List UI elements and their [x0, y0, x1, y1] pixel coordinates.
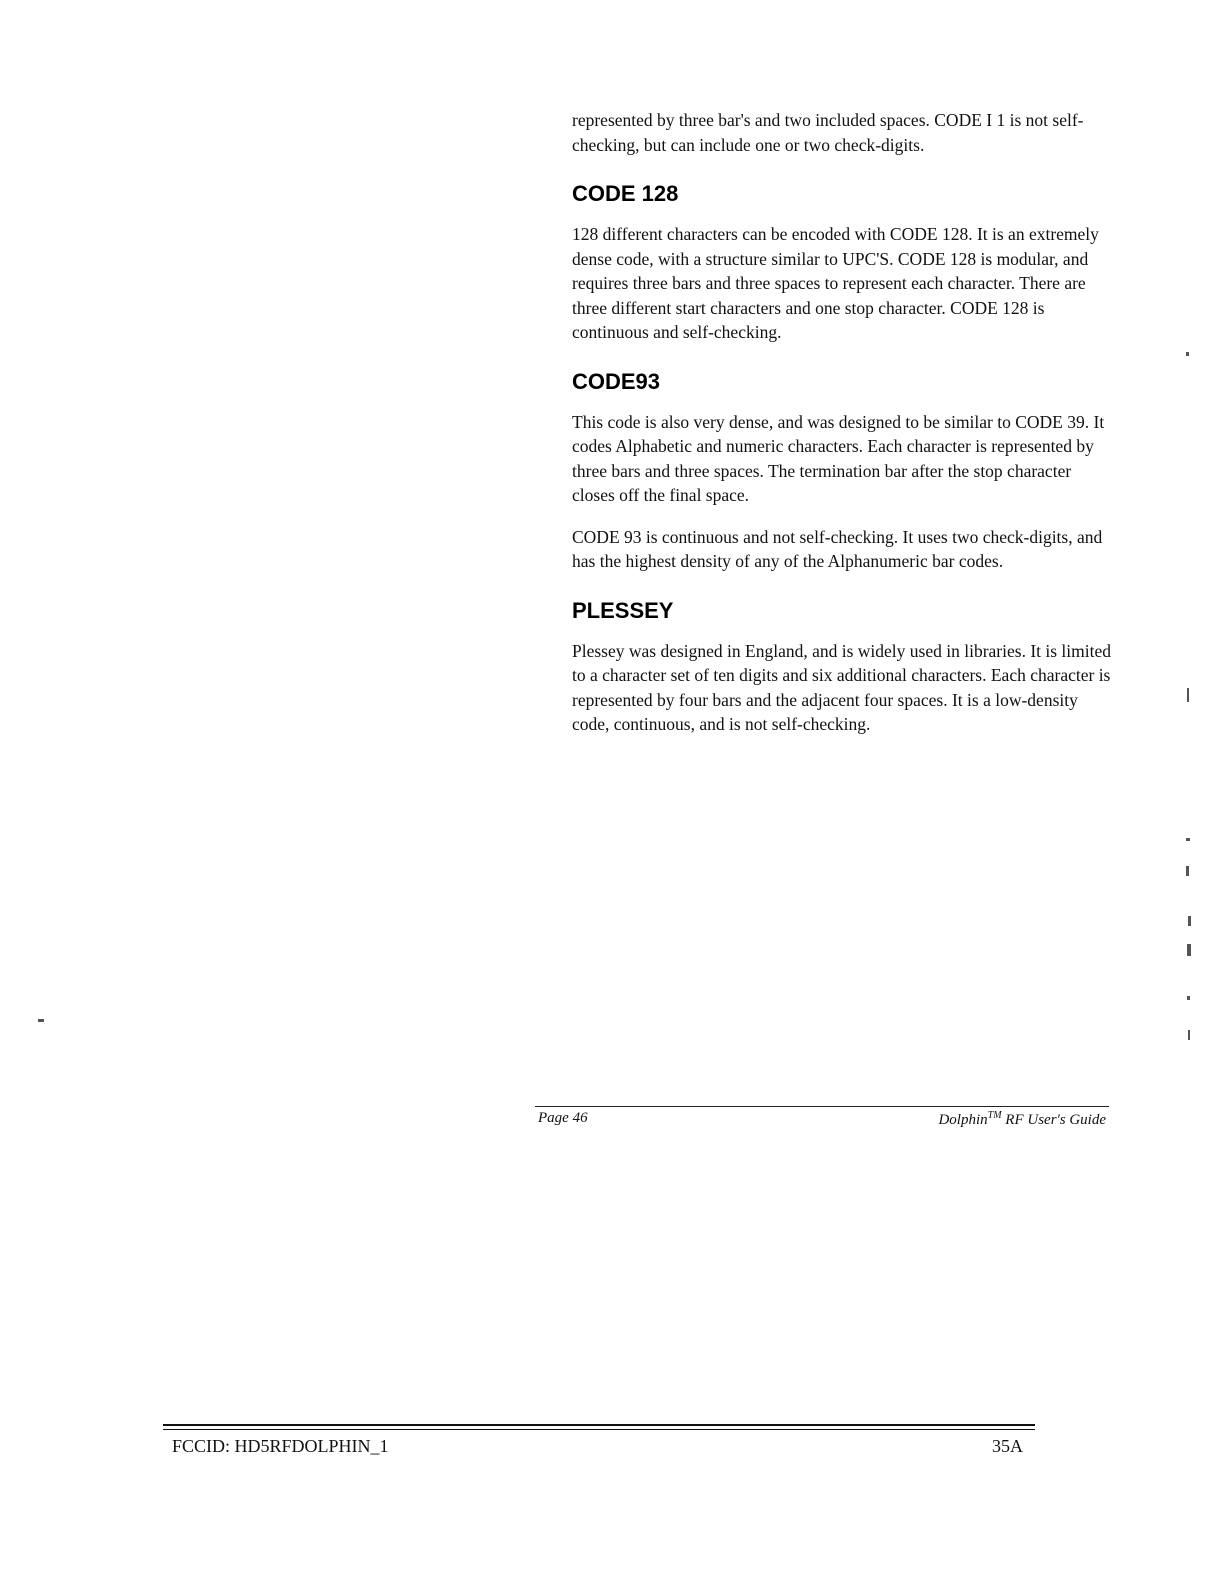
scan-speck	[1187, 944, 1191, 956]
scan-speck	[38, 1019, 44, 1022]
fcc-id: FCCID: HD5RFDOLPHIN_1	[172, 1436, 389, 1456]
scan-speck	[1187, 996, 1190, 1000]
heading-code-128: CODE 128	[572, 181, 679, 206]
footer-guide-title	[938, 1110, 1106, 1129]
guide-name: Dolphin	[938, 1112, 988, 1128]
trademark-mark: TM	[987, 1110, 1002, 1121]
footer-rule	[535, 1106, 1109, 1107]
footer-page-number: Page 46	[538, 1110, 588, 1126]
guide-suffix: RF User's Guide	[1001, 1112, 1106, 1128]
code-128-paragraph: 128 different characters can be encoded with CODE 128. It is an extremely dense code, with a structure similar to UPC'S. CODE 128 is modular, and requires three bars and three spaces to represent each character. There are three different start characters and one stop character. CODE 128 is continuous and self-checking.	[572, 224, 1099, 342]
scan-speck	[1186, 838, 1190, 841]
code93-paragraph-2: CODE 93 is continuous and not self-checking. It uses two check-digits, and has the highest density of any of the Alphanumeric bar codes.	[572, 526, 1103, 571]
intro-paragraph: represented by three bar's and two included spaces. CODE I 1 is not self-checking, but can include one or two check-digits.	[572, 110, 1084, 155]
scan-speck	[1187, 688, 1189, 702]
scan-speck	[1188, 1030, 1190, 1040]
page-content	[572, 108, 1112, 737]
scan-speck	[1186, 866, 1189, 876]
scan-speck	[1188, 916, 1191, 926]
fcc-rule-thick	[163, 1424, 1035, 1426]
fcc-rule-thin	[163, 1429, 1035, 1430]
code93-paragraph-1: This code is also very dense, and was designed to be similar to CODE 39. It codes Alphabetic and numeric characters. Each character is represented by three bars and three spaces. The termination bar after the stop character closes off the final space.	[572, 411, 1105, 505]
plessey-paragraph: Plessey was designed in England, and is widely used in libraries. It is limited to a character set of ten digits and six additional characters. Each character is represented by four bars and the adjacent four spaces. It is a low-density code, continuous, and is not self-checking.	[572, 640, 1112, 734]
heading-code93: CODE93	[572, 368, 661, 394]
heading-plessey: PLESSEY	[572, 597, 674, 623]
scan-speck	[1186, 352, 1189, 356]
fcc-page-number: 35A	[992, 1436, 1023, 1456]
